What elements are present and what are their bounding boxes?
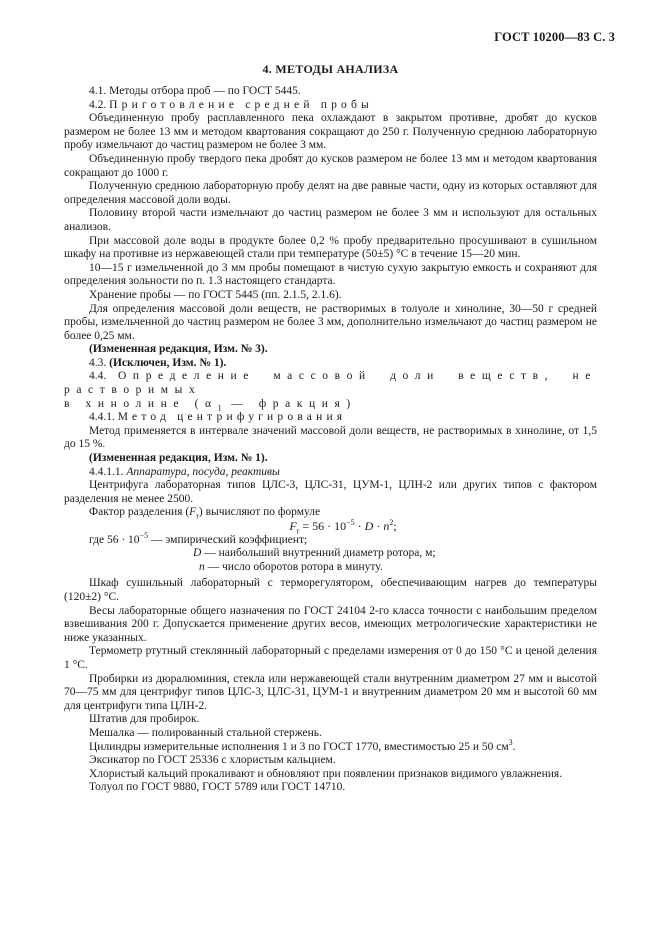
superscript: 3 — [508, 737, 513, 747]
definition-d — [64, 547, 597, 561]
paragraph-4-4-heading-cont — [64, 398, 597, 412]
clause-title: Определение массовой доли веществ, не растворимых — [64, 370, 597, 397]
paragraph: Центрифуга лабораторная типов ЦЛС-3, ЦЛС-31, ЦУМ-1, ЦЛН-2 или других типов с фактором разделения не менее 2500. — [64, 479, 597, 505]
formula-lhs-sub: r — [296, 526, 300, 536]
text: — число оборотов ротора в минуту. — [204, 560, 383, 573]
paragraph-4-4-heading — [64, 370, 597, 397]
paragraph: При массовой доле воды в продукте более 0,2 % пробу предварительно просушивают в сушильном шкафу на противне из нержавеющей стали при температуре (50±5) °С в течение 15—20 мин. — [64, 234, 597, 261]
text: . — [512, 740, 516, 753]
clause-title: — фракция) — [221, 397, 357, 410]
paragraph: Штатив для пробирок. — [89, 713, 200, 726]
paragraph: 10—15 г измельченной до 3 мм пробы помещают в чистую сухую закрытую емкость и сохраняют для определения зольности по п. 1.3 настоящего стандарта. — [64, 261, 597, 288]
clause-number: 4.4.1. — [89, 411, 115, 424]
formula-text: ; — [393, 519, 397, 533]
paragraph: Пробирки из дюралюминия, стекла или нержавеющей стали внутренним диаметром 27 мм и высотой 70—75 мм для центрифуг типов ЦЛС-3, ЦЛС-31, ЦУМ-1 и внутренним диаметром 20 мм и высотой 60 мм для центрифуги типа ЦЛН-2. — [64, 672, 597, 712]
text: — эмпирический коэффициент; — [148, 533, 308, 546]
paragraph-4-4-1-heading — [64, 411, 597, 425]
subscript: 1 — [217, 402, 222, 412]
superscript: −5 — [139, 530, 149, 540]
text: Цилиндры измерительные исполнения 1 и 3 по ГОСТ 1770, вместимостью 25 и 50 см — [89, 740, 509, 753]
paragraph: Эксикатор по ГОСТ 25336 с хлористым кальцием. — [89, 754, 336, 767]
subscript: r — [196, 511, 199, 521]
clause-number: 4.4. — [89, 370, 107, 383]
section-title: 4. МЕТОДЫ АНАЛИЗА — [262, 62, 399, 76]
excluded-note: (Исключен, Изм. № 1). — [109, 356, 227, 369]
variable: n — [199, 560, 205, 573]
clause-number: 4.2. — [89, 98, 107, 111]
paragraph: Половину второй части измельчают до частиц размером не более 3 мм и используют для остальных анализов. — [64, 207, 597, 233]
document-body — [64, 85, 597, 795]
formula-text: = 56 · 10 — [299, 519, 347, 533]
clause-title: в хинолине (α — [64, 397, 218, 410]
variable: F — [189, 506, 197, 519]
formula-exp: −5 — [346, 518, 355, 527]
amendment-note: (Измененная редакция, Изм. № 3). — [89, 343, 268, 356]
text: — наибольший внутренний диаметр ротора, м; — [201, 547, 436, 560]
formula-d: D — [364, 519, 374, 533]
clause-title: Приготовление средней пробы — [109, 98, 373, 111]
clause-number: 4.4.1.1. — [89, 465, 124, 478]
formula-n-exp: 2 — [389, 518, 394, 527]
page-header: ГОСТ 10200—83 С. 3 — [494, 30, 615, 44]
formula-text: · — [354, 519, 365, 533]
amendment-note: (Измененная редакция, Изм. № 1). — [89, 452, 268, 465]
paragraph-4-2-heading — [64, 99, 597, 113]
paragraph-4-3 — [64, 357, 597, 371]
paragraph: Полученную среднюю лабораторную пробу делят на две равные части, одну из которых оставляют для определения массовой доли воды. — [64, 180, 597, 206]
variable: D — [193, 547, 202, 560]
definition-coefficient — [64, 530, 597, 548]
paragraph — [64, 737, 597, 755]
paragraph: Объединенную пробу твердого пека дробят до кусков размером не более 13 мм и методом квартования сокращают до 1000 г. — [64, 152, 597, 179]
paragraph: Объединенную пробу расплавленного пека охлаждают в закрытом противне, дробят до кусков размером не более 13 мм и методом квартования сокращают до 250 г. Полученную среднюю лабораторную пробу измельчают до частиц размером не более 3 мм. — [64, 112, 597, 152]
text: Фактор разделения ( — [89, 506, 190, 519]
paragraph — [64, 506, 597, 520]
paragraph: Толуол по ГОСТ 9880, ГОСТ 5789 или ГОСТ 14710. — [89, 781, 346, 794]
clause-title: Метод центрифугирования — [117, 411, 347, 424]
paragraph: Термометр ртутный стеклянный лабораторный с пределами измерения от 0 до 150 °С и ценой деления 1 °С. — [64, 645, 597, 671]
paragraph: Весы лабораторные общего назначения по ГОСТ 24104 2-го класса точности с наибольшим пределом взвешивания 200 г. Допускается применение других весов, имеющих метрологические характеристики не ниже указанных. — [64, 604, 597, 644]
formula-lhs: F — [289, 519, 297, 533]
formula-text: · — [373, 519, 384, 533]
paragraph: Хранение пробы — по ГОСТ 5445 (пп. 2.1.5, 2.1.6). — [89, 288, 342, 301]
paragraph: Метод применяется в интервале значений массовой доли веществ, не растворимых в хинолине, от 1,5 до 15 %. — [64, 424, 597, 451]
paragraph: Мешалка — полированный стальной стержень. — [89, 726, 322, 739]
clause-title: Аппаратура, посуда, реактивы — [126, 465, 280, 478]
paragraph: Шкаф сушильный лабораторный с терморегулятором, обеспечивающим нагрев до температуры (120±2) °С. — [64, 577, 597, 603]
paragraph-4-4-1-1-heading — [64, 466, 597, 480]
text: ) вычисляют по формуле — [198, 506, 321, 519]
text: где 56 · 10 — [89, 533, 140, 546]
definition-n — [64, 561, 597, 575]
paragraph: Для определения массовой доли веществ, не растворимых в толуоле и хинолине, 30—50 г средней пробы, измельченной до частиц размером не более 3 мм, дополнительно измельчают до частиц размером не более 0,25 мм. — [64, 302, 597, 342]
paragraph: Хлористый кальций прокаливают и обновляют при появлении признаков видимого увлажнения. — [89, 767, 563, 780]
clause-number: 4.3. — [89, 356, 107, 369]
formula-n: n — [383, 519, 390, 533]
paragraph-4-1: 4.1. Методы отбора проб — по ГОСТ 5445. — [89, 85, 301, 97]
